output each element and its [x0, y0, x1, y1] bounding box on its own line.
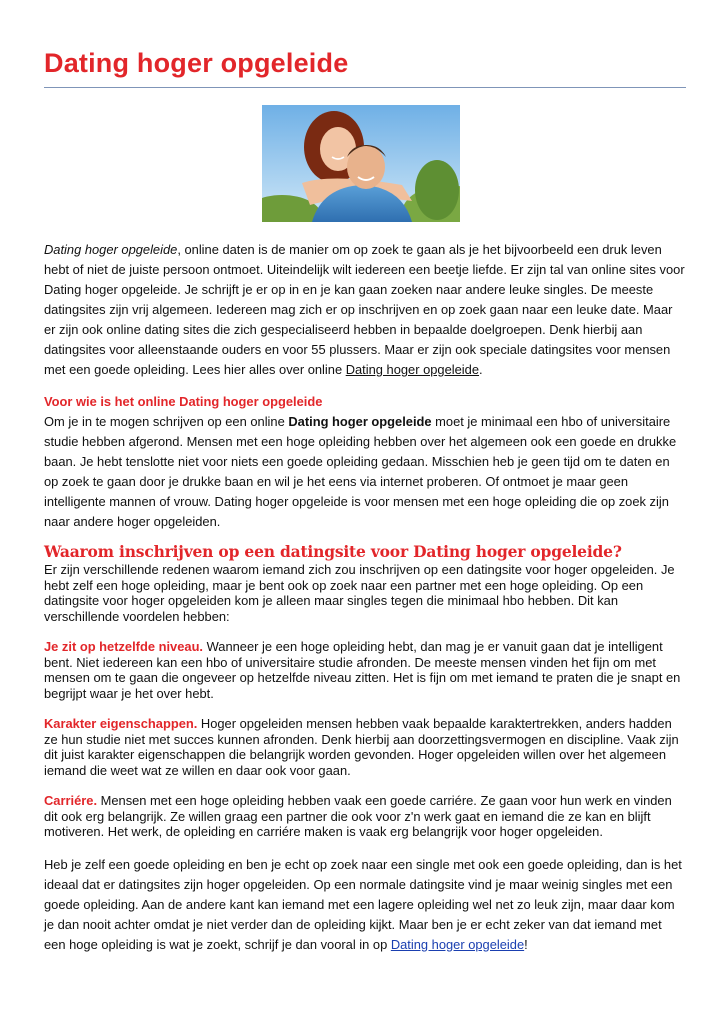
point-text: Hoger opgeleiden mensen hebben vaak bepaalde karaktertrekken, anders hadden ze hun studie niet met succes kunnen afronden. Denk hierbij aan doorzettingsvermogen en discipline. Vaak zijn dit juist karakter eigenschappen die belangrijk worden gevonden. Hoger opgeleiden willen over het algemeen iemand die weet wat ze willen en daar ook voor gaan. — [44, 716, 679, 778]
closing-text: Heb je zelf een goede opleiding en ben je echt op zoek naar een single met ook een goede opleiding, dan is het ideaal dat er datingsites zijn hoger opgeleiden. Op een normale datingsite vind je maar weinig singles met een goede opleiding. Aan de andere kant kan iemand met een lagere opleiding wel net zo leuk zijn, maar daar kom je dan nooit achter omdat je niet verder dan de opleiding kijkt. Maar ben je er echt zeker van dat iemand met een hoge opleiding is wat je zoekt, schrijf je dan vooral in op — [44, 856, 682, 952]
section2-paragraph: Er zijn verschillende redenen waarom iemand zich zou inschrijven op een datingsite voor hoger opgeleiden. Je hebt zelf een hoge opleiding, maar je bent ook op zoek naar een partner met een hoge opleiding. Op een datingsite voor hoger opgeleiden kom je alleen maar singles tegen die minimaal hbo hebben. Dit kan verschillende voordelen hebben: — [44, 562, 675, 624]
section1-post: moet je minimaal een hbo of universitaire studie hebben afgerond. Mensen met een hoge opleiding hebben over het algemeen ook een goede en drukke baan. Je hebt tenslotte niet voor niets een goede opleiding gedaan. Misschien heb je geen tijd om te daten en op zoek te gaan door je drukke baan en wil je het eens via internet proberen. Of ontmoet je maar geen intelligente mannen of vrouw. Dating hoger opgeleide is voor mensen met een hoge opleiding die op zoek zijn naar andere hoger opgeleiden. — [44, 414, 677, 529]
couple-photo-image — [262, 105, 460, 222]
closing-end: ! — [524, 936, 528, 952]
section1-heading: Voor wie is het online Dating hoger opgeleide — [44, 394, 323, 409]
point-character — [44, 716, 686, 778]
point-label: Karakter eigenschappen. — [44, 716, 198, 731]
title-divider — [44, 87, 686, 88]
page-title: Dating hoger opgeleide — [44, 48, 349, 78]
intro-paragraph — [44, 240, 686, 380]
document-page — [44, 0, 686, 955]
intro-text: , online daten is de manier om op zoek te gaan als je het bijvoorbeeld een druk leven hebt of niet de juiste persoon ontmoet. Uiteindelijk wilt iedereen een beetje liefde. Er zijn tal van online sites voor Dating hoger opgeleide. Je schrijft je er op in en je kan gaan zoeken naar andere leuke singles. De meeste datingsites zijn vrij algemeen. Iedereen mag zich er op inschrijven en op zoek gaan naar een leuke date. Maar er zijn ook online dating sites die zich gespecialiseerd hebben in bepaalde doelgroepen. Denk hierbij aan datingsites voor alleenstaande ouders en voor 55 plussers. Maar er zijn ook speciale datingsites voor mensen met een goede opleiding. Lees hier alles over online — [44, 242, 685, 377]
point-label: Je zit op hetzelfde niveau. — [44, 639, 204, 654]
section2-heading: Waarom inschrijven op een datingsite voor Dating hoger opgeleide? — [44, 542, 622, 561]
point-text: Wanneer je een hoge opleiding hebt, dan mag je er vanuit gaan dat je intelligent bent. Niet iedereen kan een hbo of universitaire studie afronden. De meeste mensen vinden het fijn om met mensen om te gaan die ongeveer op hetzelfde niveau zitten. Het is fijn om met iemand te praten die je snapt en begrijpt waar je het over hebt. — [44, 639, 681, 701]
section1-bold: Dating hoger opgeleide — [288, 414, 432, 429]
point-same-level — [44, 639, 686, 701]
closing-link[interactable]: Dating hoger opgeleide — [390, 936, 525, 952]
section1-pre: Om je in te mogen schrijven op een online — [44, 414, 289, 429]
intro-lead: Dating hoger opgeleide — [44, 242, 178, 257]
closing-paragraph — [44, 855, 686, 955]
section1-paragraph — [44, 412, 686, 532]
point-label: Carriére. — [44, 793, 98, 808]
intro-end: . — [479, 362, 483, 377]
intro-link[interactable]: Dating hoger opgeleide — [345, 362, 480, 377]
point-text: Mensen met een hoge opleiding hebben vaak een goede carriére. Ze gaan voor hun werk en vinden dit ook erg belangrijk. Ze willen graag een partner die ook voor z'n werk gaat en iemand die ze kan en blijft motiveren. Het werk, de opleiding en carriére maken is vaak erg belangrijk voor hoger opgeleiden. — [44, 793, 672, 839]
couple-photo — [262, 105, 460, 222]
point-career — [44, 793, 686, 840]
